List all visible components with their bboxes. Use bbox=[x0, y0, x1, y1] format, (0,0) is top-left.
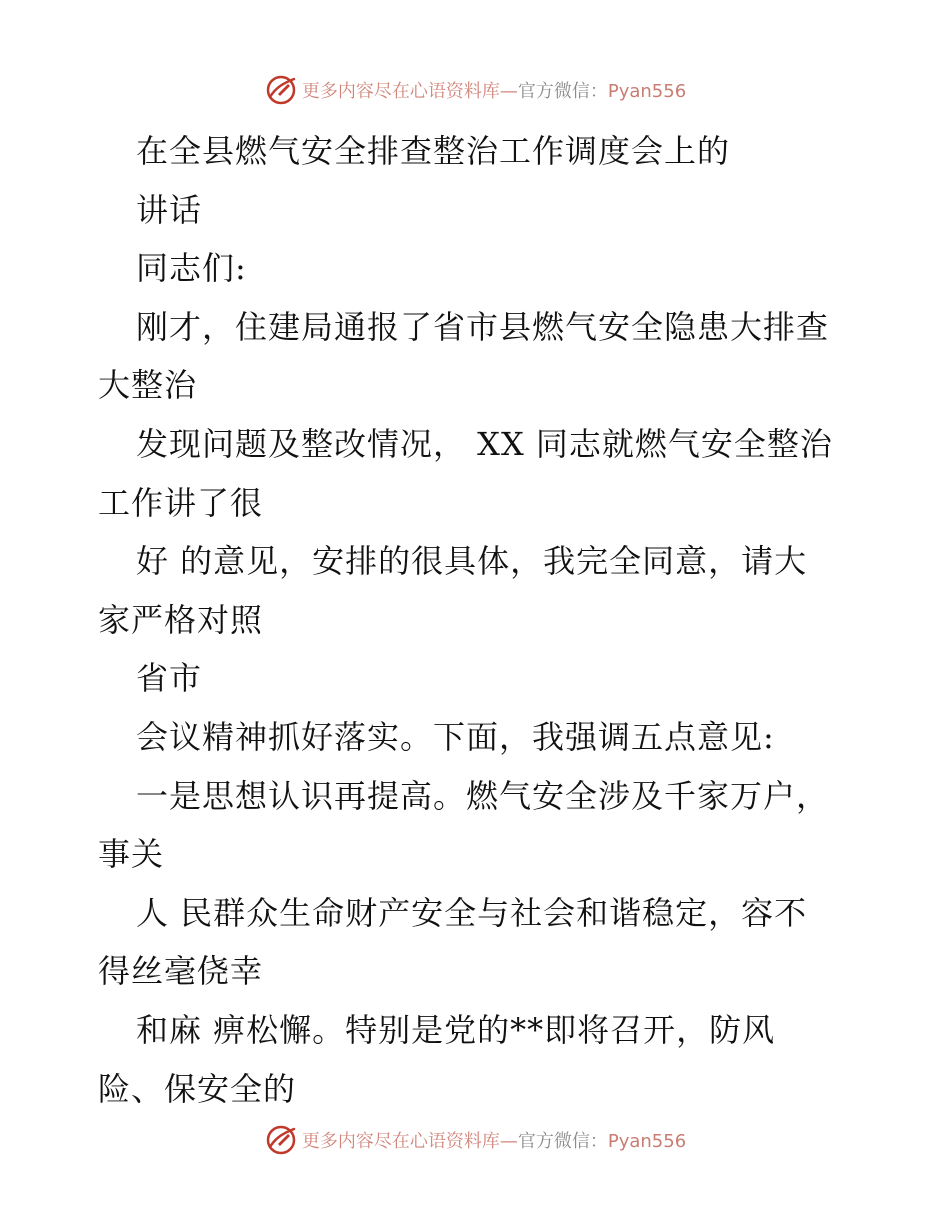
text-line: 家严格对照 bbox=[98, 600, 264, 639]
watermark-banner-bottom bbox=[0, 1120, 950, 1160]
text-line: 在全县燃气安全排查整治工作调度会上的 bbox=[136, 132, 731, 170]
pen-logo-icon bbox=[264, 1123, 298, 1157]
text-line: 讲话 bbox=[136, 190, 203, 229]
watermark-site-text: 更多内容尽在心语资料库 bbox=[301, 81, 500, 102]
watermark-banner-top bbox=[0, 70, 950, 110]
watermark-text bbox=[302, 1127, 686, 1153]
watermark-site-text: 更多内容尽在心语资料库 bbox=[301, 1131, 500, 1152]
text-line: 好 的意见，安排的很具体，我完全同意，请大 bbox=[136, 542, 808, 581]
pen-logo-icon bbox=[264, 73, 298, 107]
watermark-contact-handle: Pyan556 bbox=[607, 1131, 687, 1152]
watermark-contact-label: 官方微信： bbox=[517, 1131, 608, 1152]
text-line: 刚才，住建局通报了省市县燃气安全隐患大排查 bbox=[136, 307, 830, 346]
text-line: 会议精神抓好落实。下面，我强调五点意见: bbox=[136, 717, 775, 756]
watermark-contact-label: 官方微信： bbox=[517, 81, 608, 102]
text-line: 发现问题及整改情况， XX 同志就燃气安全整治 bbox=[136, 424, 833, 463]
watermark-text bbox=[302, 77, 686, 103]
text-line: 省市 bbox=[136, 659, 203, 698]
text-line: 一是思想认识再提高。燃气安全涉及千家万户， bbox=[136, 776, 830, 815]
text-line: 和麻 痹松懈。特别是党的**即将召开，防风 bbox=[136, 1010, 776, 1049]
document-body bbox=[98, 122, 858, 1118]
text-line: 工作讲了很 bbox=[98, 483, 264, 522]
text-line: 险、保安全的 bbox=[98, 1069, 297, 1108]
text-line: 同志们: bbox=[136, 249, 247, 288]
watermark-separator: — bbox=[499, 1131, 518, 1152]
text-line: 事关 bbox=[98, 835, 165, 874]
watermark-contact-handle: Pyan556 bbox=[607, 81, 687, 102]
text-line: 得丝毫侥幸 bbox=[98, 952, 264, 991]
watermark-separator: — bbox=[499, 81, 518, 102]
text-line: 人 民群众生命财产安全与社会和谐稳定，容不 bbox=[136, 893, 808, 932]
text-line: 大整治 bbox=[98, 366, 198, 405]
